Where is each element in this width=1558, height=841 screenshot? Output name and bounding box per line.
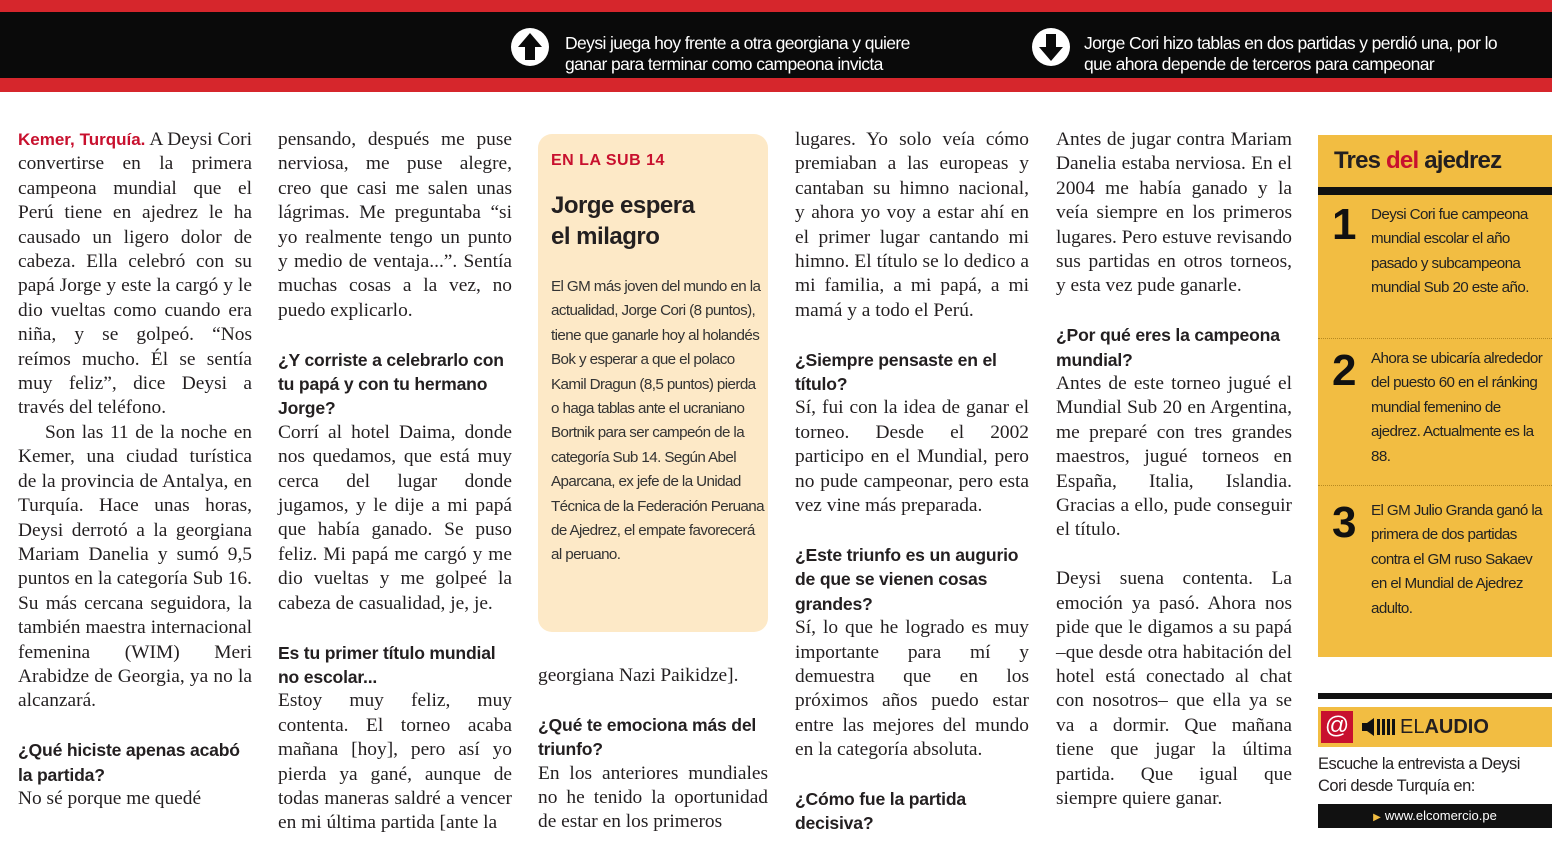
item-number: 2 bbox=[1332, 346, 1357, 395]
answer: Corrí al hotel Daima, donde nos quedamos, que está muy cerca del lugar donde jugamos, y le dije a mi papá que había ganado. Se puso feliz. Mi papá me cargó y me dio vueltas y me golpeé la cabeza de casualidad, je, je. bbox=[278, 421, 512, 614]
audio-top-rule bbox=[1318, 693, 1552, 699]
article-column-4 bbox=[795, 128, 1029, 836]
sidebar-kicker: EN LA SUB 14 bbox=[551, 152, 665, 169]
article-column-3 bbox=[538, 664, 768, 835]
teaser-up: Deysi juega hoy frente a otra georgiana y quiere ganar para terminar como campeona invicta bbox=[565, 33, 910, 74]
article-column-2 bbox=[278, 128, 512, 836]
header-top-stripe bbox=[0, 0, 1552, 12]
item-divider bbox=[1318, 485, 1552, 486]
dateline: Kemer, Turquía. bbox=[18, 130, 146, 149]
tres-title: Tres del ajedrez bbox=[1334, 147, 1502, 174]
question: Es tu primer título mundial no escolar... bbox=[278, 642, 496, 687]
sidebar-box bbox=[538, 134, 768, 632]
paragraph: Son las 11 de la noche en Kemer, una ciudad turística de la provincia de Antalya, en Turquía. Hace unas horas, Deysi derrotó a la georgiana Mariam Danelia y sumó 9,5 puntos en la categoría Sub 16. Su más cercana seguidora, la también maestra internacional femenina (WIM) Meri Arabidze de Georgia, ya no la alcanzará. bbox=[18, 421, 252, 712]
speaker-icon bbox=[1362, 717, 1396, 742]
arrow-down-icon bbox=[1032, 28, 1070, 66]
paragraph: Deysi suena contenta. La emoción ya pasó. Ahora nos pide que le digamos a su papá –que desde otra habitación del hotel está conectado al chat con nosotros– que ella ya se va a dormir. Que mañana tiene que jugar la última partida. Que igual que siempre quiere ganar. bbox=[1056, 568, 1292, 809]
answer: Antes de jugar contra Mariam Danelia estaba nerviosa. En el 2004 me había ganado y la veía siempre en los primeros lugares. Pero estuve revisando sus partidas en otros torneos, y esta vez pude ganarle. bbox=[1056, 129, 1292, 297]
question: ¿Cómo fue la partida decisiva? bbox=[795, 788, 966, 834]
paragraph-text: A Deysi Cori convertirse en la primera campeona mundial que el Perú tiene en ajedrez le ha causado un ligero dolor de cabeza. Ella celebró con su papá Jorge y este la cargó y le dio vueltas como cuando era niña, y se golpeó. “Nos reímos mucho. Él se sentía muy feliz”, dice Deysi a través del teléfono. bbox=[18, 129, 253, 419]
answer: georgiana Nazi Paikidze]. bbox=[538, 665, 739, 686]
sidebar-title-line: Jorge espera bbox=[551, 192, 695, 219]
tres-header bbox=[1318, 135, 1552, 187]
tres-item bbox=[1318, 345, 1552, 481]
answer: Antes de este torneo jugué el Mundial Sub 20 en Argentina, me preparé con tres grandes maestros, jugué torneos en España, Italia, Islandia. Gracias a ello, pude conseguir el título. bbox=[1056, 373, 1292, 541]
question: ¿Qué te emociona más del triunfo? bbox=[538, 714, 757, 760]
header-bottom-stripe bbox=[0, 78, 1552, 92]
tres-item bbox=[1318, 497, 1552, 637]
item-text: Ahora se ubicaría alrededor del puesto 60 en el ránking mundial femenino de ajedrez. Actualmente es la 88. bbox=[1371, 350, 1543, 465]
play-triangle-icon: ▶ bbox=[1373, 812, 1381, 823]
article-column-5 bbox=[1056, 128, 1292, 811]
item-text: Deysi Cori fue campeona mundial escolar el año pasado y subcampeona mundial Sub 20 este año. bbox=[1371, 206, 1529, 297]
sidebar-title bbox=[551, 190, 761, 252]
question: ¿Por qué eres la campeona mundial? bbox=[1056, 325, 1280, 370]
answer: En los anteriores mundiales no he tenido la oportunidad de estar en los primeros bbox=[538, 762, 768, 833]
question: ¿Siempre pensaste en el título? bbox=[795, 349, 997, 395]
audio-link[interactable] bbox=[1318, 804, 1552, 828]
item-divider bbox=[1318, 338, 1552, 339]
at-icon: @ bbox=[1321, 711, 1353, 743]
answer: Sí, lo que he logrado es muy importante para mí y demuestra que en los próximos años puedo estar entre las mejores del mundo en la categoría absoluta. bbox=[795, 617, 1029, 761]
item-number: 3 bbox=[1332, 498, 1357, 547]
audio-label: ELAUDIO bbox=[1400, 716, 1489, 738]
tres-divider bbox=[1318, 187, 1552, 195]
question: ¿Este triunfo es un augurio de que se vienen cosas grandes? bbox=[795, 544, 1019, 614]
item-text: El GM Julio Granda ganó la primera de dos partidas contra el GM ruso Sakaev en el Mundial de Ajedrez adulto. bbox=[1371, 502, 1542, 617]
question: ¿Qué hiciste apenas acabó la partida? bbox=[18, 740, 240, 785]
sidebar-body: El GM más joven del mundo en la actualidad, Jorge Cori (8 puntos), tiene que ganarle hoy al holandés Bok y esperar a que el polaco Kamil Dragun (8,5 puntos) pierda o haga tablas ante el ucraniano Bortnik para ser campeón de la categoría Sub 14. Según Abel Aparcana, ex jefe de la Unidad Técnica de la Federación Peruana de Ajedrez, el empate favorecerá al peruano. bbox=[551, 278, 764, 564]
sidebar-title-line: el milagro bbox=[551, 223, 660, 250]
tres-item bbox=[1318, 201, 1552, 337]
answer: pensando, después me puse nerviosa, me puse alegre, creo que casi me salen unas lágrimas. Me preguntaba “si yo realmente tengo un punto y medio de ventaja...”. Sentía muchas cosas a la vez, no puedo explicarlo. bbox=[278, 129, 512, 321]
audio-link-text[interactable]: www.elcomercio.pe bbox=[1384, 808, 1497, 823]
paragraph bbox=[18, 128, 252, 421]
article-column-1 bbox=[18, 128, 252, 811]
answer: No sé porque me quedé bbox=[18, 787, 202, 809]
answer: Estoy muy feliz, muy contenta. El torneo acaba mañana [hoy], pero así yo pierda ya gané, aunque de todas maneras saldré a vencer en mi última partida [ante la bbox=[278, 690, 512, 834]
tres-del-ajedrez-box bbox=[1318, 135, 1552, 657]
audio-description: Escuche la entrevista a Deysi Cori desde Turquía en: bbox=[1318, 755, 1520, 795]
answer: Sí, fui con la idea de ganar el torneo. Desde el 2002 participo en el Mundial, pero no pude campeonar, pero esta vez vine más preparada. bbox=[795, 397, 1029, 517]
item-number: 1 bbox=[1332, 200, 1357, 249]
teaser-down: Jorge Cori hizo tablas en dos partidas y perdió una, por lo que ahora depende de terceros para campeonar bbox=[1084, 33, 1498, 74]
arrow-up-icon bbox=[511, 28, 549, 66]
answer: lugares. Yo solo veía cómo premiaban a las europeas y cantaban su himno nacional, y ahora yo voy a estar ahí en el primer lugar cantando mi himno. El título se lo dedico a mi familia, a mi papá, a mi mamá y a todo el Perú. bbox=[795, 129, 1029, 321]
question: ¿Y corriste a celebrarlo con tu papá y con tu hermano Jorge? bbox=[278, 349, 504, 419]
